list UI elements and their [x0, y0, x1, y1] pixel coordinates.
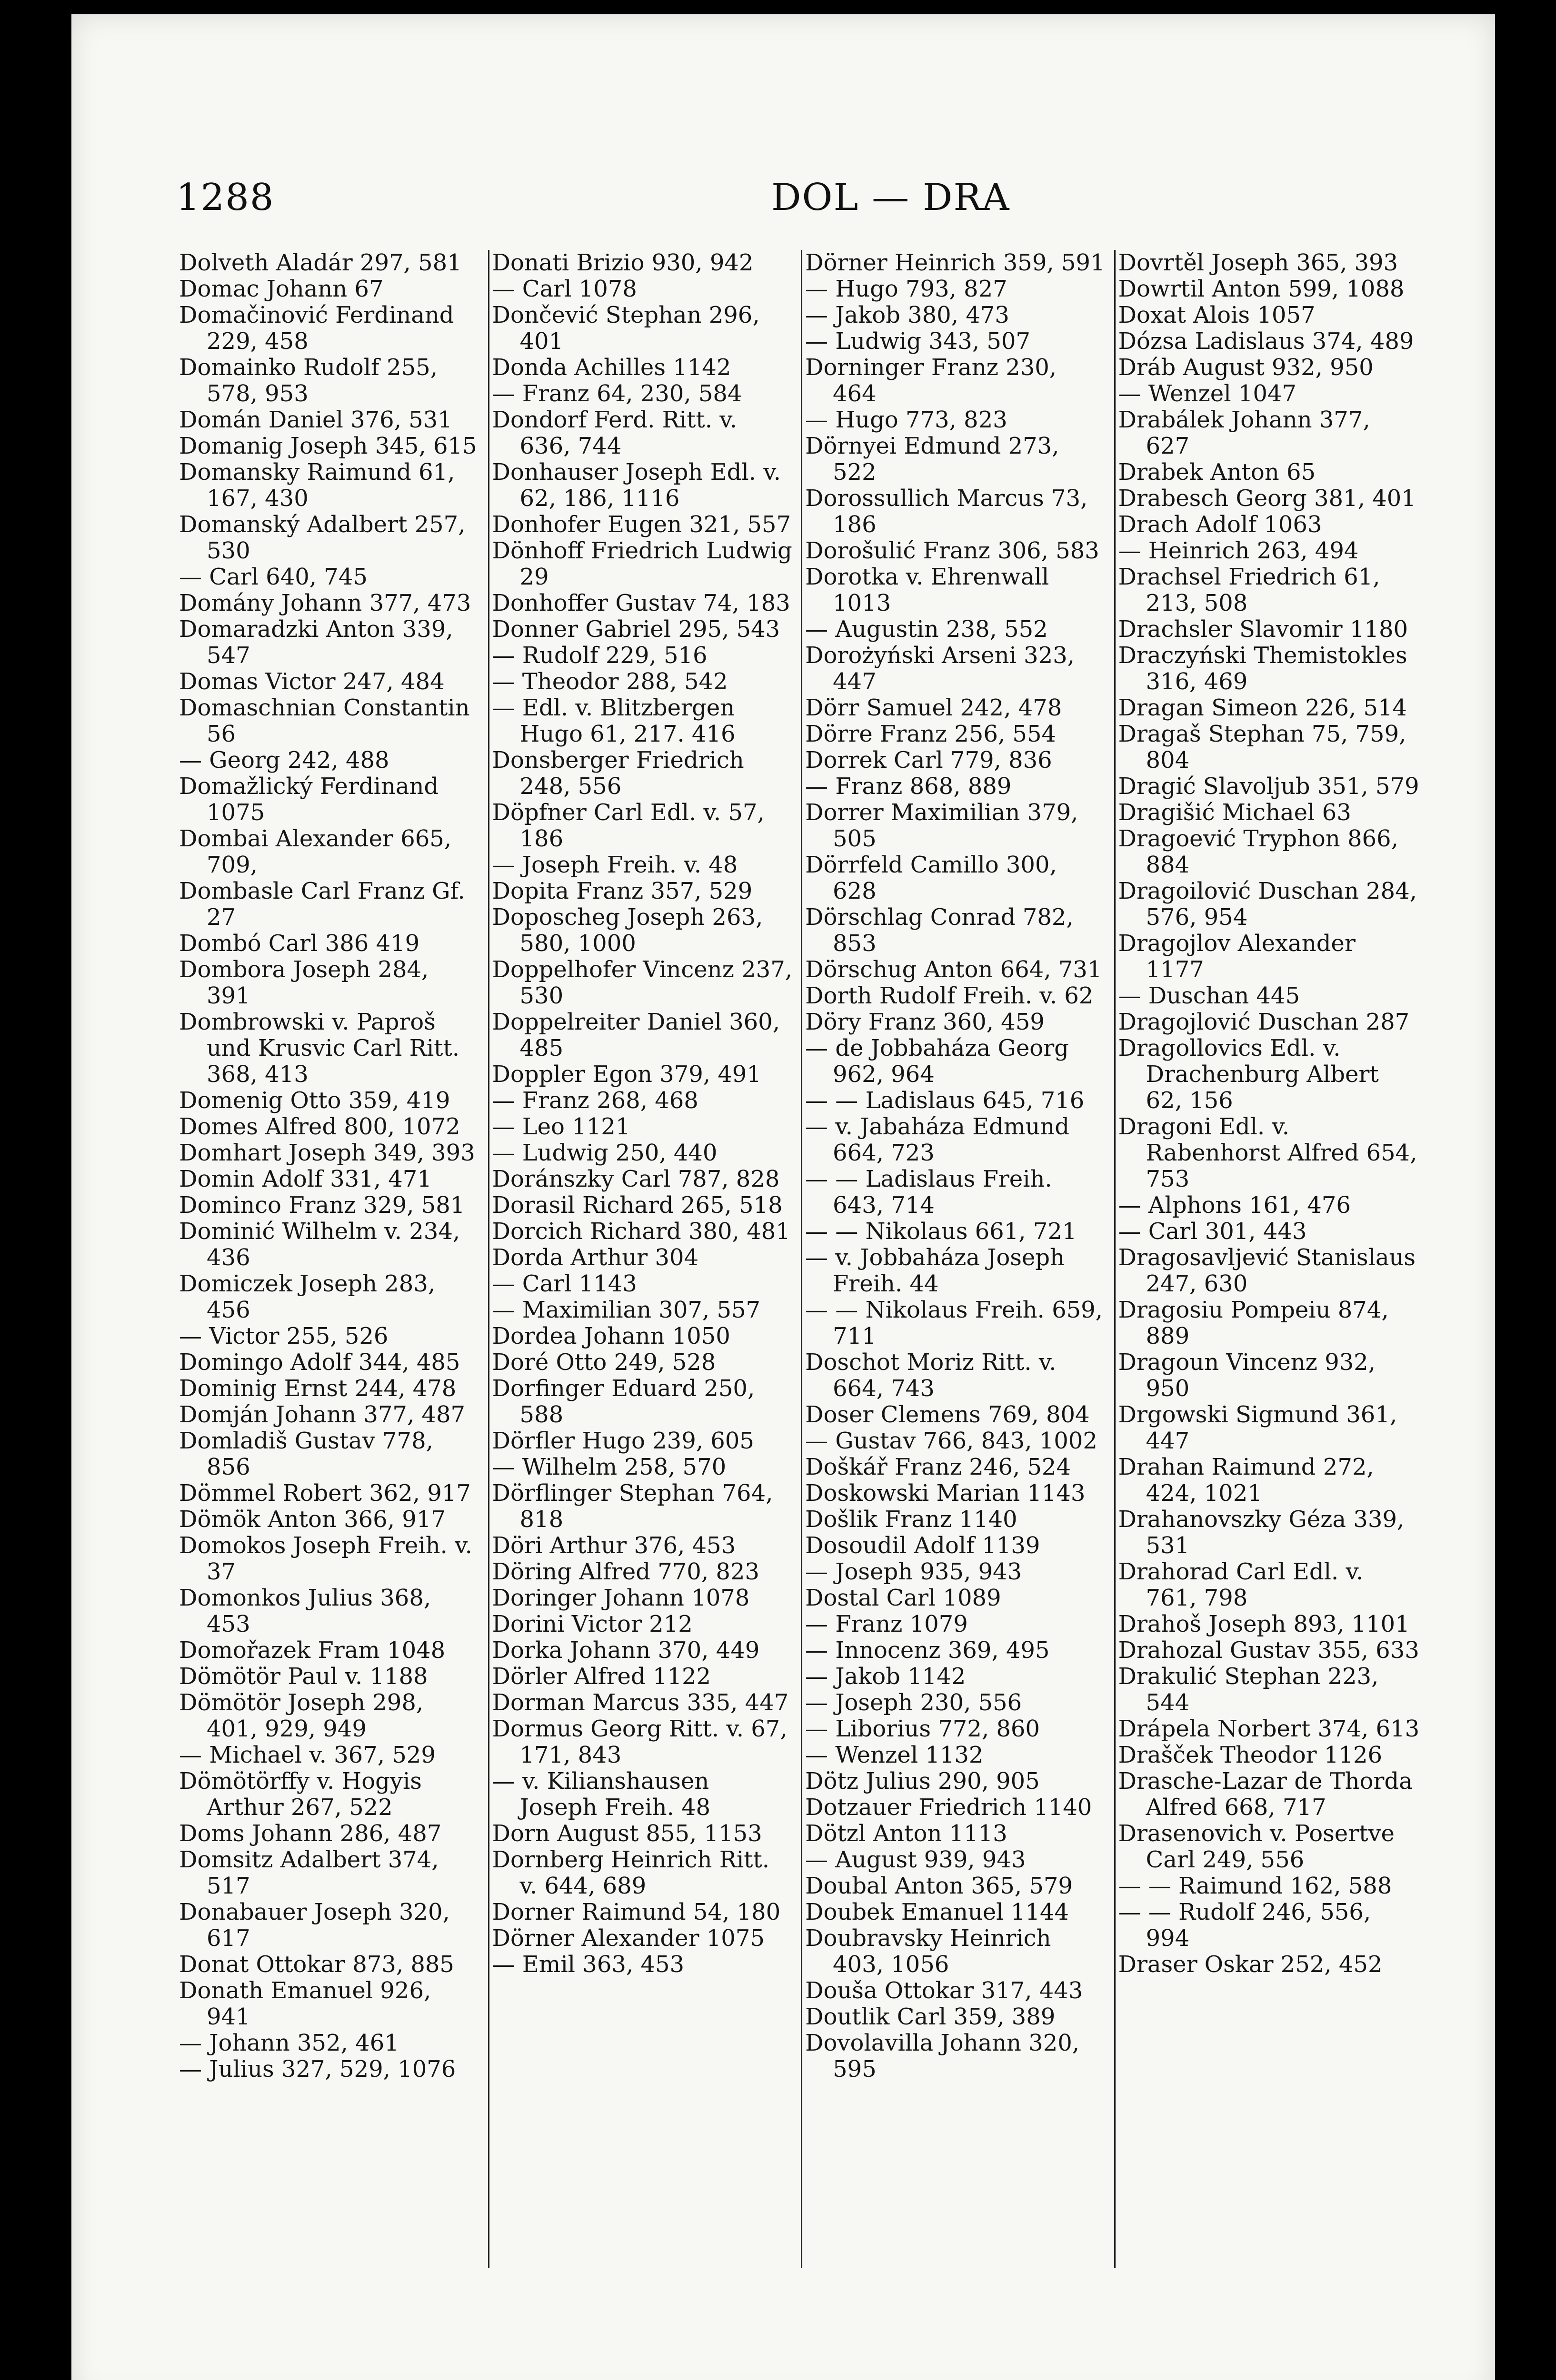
- index-entry: Dorda Arthur 304: [492, 1244, 698, 1271]
- index-entry: — Carl 301, 443: [1118, 1218, 1307, 1245]
- index-entry: — v. Kilianshausen Joseph Freih. 48: [492, 1768, 711, 1821]
- index-entry: — Joseph Freih. v. 48: [492, 852, 738, 878]
- index-entry: Domansky Raimund 61, 167, 430: [179, 459, 455, 512]
- index-entry: Došlik Franz 1140: [805, 1506, 1017, 1533]
- index-entry: — Theodor 288, 542: [492, 668, 728, 695]
- index-entry: Drašček Theodor 1126: [1118, 1742, 1383, 1768]
- index-entry: Dömötörffy v. Hogyis Arthur 267, 522: [179, 1768, 422, 1821]
- page-header: [176, 176, 1414, 233]
- index-entry: Dönhoff Friedrich Ludwig 29: [492, 537, 792, 590]
- index-entry: Dorner Raimund 54, 180: [492, 1899, 781, 1925]
- index-entry: — Wenzel 1132: [805, 1742, 984, 1768]
- index-entry: — Emil 363, 453: [492, 1951, 685, 1978]
- index-entry: Doubek Emanuel 1144: [805, 1899, 1069, 1925]
- index-entry: Doppler Egon 379, 491: [492, 1061, 761, 1088]
- index-entry: Drabálek Johann 377, 627: [1118, 407, 1370, 459]
- index-entry: Dörr Samuel 242, 478: [805, 694, 1062, 721]
- index-entry: — Augustin 238, 552: [805, 616, 1048, 643]
- index-entry: Dotzauer Friedrich 1140: [805, 1794, 1092, 1821]
- index-entry: — Ludwig 343, 507: [805, 328, 1030, 355]
- index-entry: — — Nikolaus 661, 721: [805, 1218, 1077, 1245]
- index-entry: Drachsler Slavomir 1180: [1118, 616, 1408, 643]
- index-entry: Dorman Marcus 335, 447: [492, 1689, 789, 1716]
- index-entry: Dömök Anton 366, 917: [179, 1506, 446, 1533]
- index-entry: Doré Otto 249, 528: [492, 1349, 716, 1376]
- index-entry: — Franz 868, 889: [805, 773, 1012, 800]
- index-entry: Drahorad Carl Edl. v. 761, 798: [1118, 1558, 1364, 1611]
- index-entry: Dragoun Vincenz 932, 950: [1118, 1349, 1376, 1402]
- index-entry: — Carl 640, 745: [179, 564, 368, 590]
- index-entry: Doskowski Marian 1143: [805, 1480, 1086, 1507]
- index-entry: Dörfler Hugo 239, 605: [492, 1428, 754, 1454]
- index-entry: Dorcich Richard 380, 481: [492, 1218, 790, 1245]
- index-entry: Donhofer Eugen 321, 557: [492, 511, 791, 538]
- index-entry: — Edl. v. Blitzbergen Hugo 61, 217. 416: [492, 694, 736, 747]
- index-entry: Dorini Victor 212: [492, 1611, 693, 1637]
- index-entry: Dombasle Carl Franz Gf. 27: [179, 878, 465, 931]
- index-entry: Domsitz Adalbert 374, 517: [179, 1846, 439, 1899]
- index-entry: Dráb August 932, 950: [1118, 354, 1374, 381]
- index-entry: — Joseph 230, 556: [805, 1689, 1022, 1716]
- page-sheet: [71, 14, 1495, 2380]
- index-entry: Dorotka v. Ehrenwall 1013: [805, 564, 1049, 616]
- index-entry: Domas Victor 247, 484: [179, 668, 445, 695]
- index-entry: Dovrtěl Joseph 365, 393: [1118, 250, 1398, 276]
- index-entry: Dörschug Anton 664, 731: [805, 956, 1102, 983]
- index-entry: Doms Johann 286, 487: [179, 1820, 442, 1847]
- index-columns: [176, 250, 1428, 2268]
- index-entry: Dragišić Michael 63: [1118, 799, 1351, 826]
- running-title: DOL — DRA: [771, 176, 1010, 219]
- index-entry: Dorossullich Marcus 73, 186: [805, 485, 1088, 538]
- index-entry: Domonkos Julius 368, 453: [179, 1585, 431, 1637]
- index-entry: Dörner Alexander 1075: [492, 1925, 765, 1952]
- index-entry: Döring Alfred 770, 823: [492, 1558, 759, 1585]
- index-entry: Dorfinger Eduard 250, 588: [492, 1375, 755, 1428]
- index-entry: — Wenzel 1047: [1118, 380, 1297, 407]
- index-entry: Drabek Anton 65: [1118, 459, 1316, 486]
- index-entry: — Innocenz 369, 495: [805, 1637, 1050, 1664]
- index-entry: Dondorf Ferd. Ritt. v. 636, 744: [492, 407, 737, 459]
- index-entry: Döry Franz 360, 459: [805, 1009, 1045, 1035]
- index-entry: Doppelreiter Daniel 360, 485: [492, 1009, 780, 1061]
- index-entry: Dragić Slavoljub 351, 579: [1118, 773, 1419, 800]
- index-entry: Dorożyński Arseni 323, 447: [805, 642, 1075, 695]
- index-entry: Dominić Wilhelm v. 234, 436: [179, 1218, 460, 1271]
- index-entry: Domhart Joseph 349, 393: [179, 1140, 475, 1166]
- index-entry: Domján Johann 377, 487: [179, 1401, 466, 1428]
- index-entry: Domokos Joseph Freih. v. 37: [179, 1532, 472, 1585]
- index-entry: Dörnyei Edmund 273, 522: [805, 433, 1059, 486]
- index-entry: Dötz Julius 290, 905: [805, 1768, 1040, 1795]
- index-entry: Drach Adolf 1063: [1118, 511, 1322, 538]
- index-entry: Dopita Franz 357, 529: [492, 878, 753, 904]
- index-entry: Domanig Joseph 345, 615: [179, 433, 477, 459]
- index-entry: Dömötör Joseph 298, 401, 929, 949: [179, 1689, 424, 1742]
- index-entry: — Michael v. 367, 529: [179, 1742, 436, 1768]
- index-entry: Dragollovics Edl. v. Drachenburg Albert 62, 156: [1118, 1035, 1379, 1114]
- index-entry: Donhoffer Gustav 74, 183: [492, 590, 790, 616]
- index-entry: — Wilhelm 258, 570: [492, 1454, 727, 1480]
- index-entry: Dömmel Robert 362, 917: [179, 1480, 471, 1507]
- index-entry: Dörner Heinrich 359, 591: [805, 250, 1105, 276]
- index-entry: — v. Jabaháza Edmund 664, 723: [805, 1113, 1069, 1166]
- index-entry: Donsberger Friedrich 248, 556: [492, 747, 744, 800]
- index-entry: — Franz 268, 468: [492, 1087, 698, 1114]
- index-entry: Domainko Rudolf 255, 578, 953: [179, 354, 438, 407]
- index-entry: Dorka Johann 370, 449: [492, 1637, 760, 1664]
- index-entry: Dowrtil Anton 599, 1088: [1118, 276, 1405, 302]
- index-entry: — Liborius 772, 860: [805, 1716, 1040, 1742]
- index-entry: Douša Ottokar 317, 443: [805, 1977, 1083, 2004]
- index-entry: Dončević Stephan 296, 401: [492, 302, 760, 355]
- index-entry: Dordea Johann 1050: [492, 1323, 730, 1349]
- index-entry: Drahozal Gustav 355, 633: [1118, 1637, 1419, 1664]
- index-entry: Dominco Franz 329, 581: [179, 1192, 465, 1219]
- index-column-3: [802, 250, 1116, 2268]
- index-entry: Dombrowski v. Paproš und Krusvic Carl Ritt. 368, 413: [179, 1009, 459, 1088]
- index-entry: Draczyński Themistokles 316, 469: [1118, 642, 1407, 695]
- index-entry: Doppelhofer Vincenz 237, 530: [492, 956, 792, 1009]
- index-entry: Doser Clemens 769, 804: [805, 1401, 1090, 1428]
- index-entry: Dragojlović Duschan 287: [1118, 1009, 1410, 1035]
- index-entry: Donath Emanuel 926, 941: [179, 1977, 431, 2030]
- index-entry: Dörflinger Stephan 764, 818: [492, 1480, 773, 1533]
- index-entry: Dombora Joseph 284, 391: [179, 956, 429, 1009]
- index-entry: Doškář Franz 246, 524: [805, 1454, 1071, 1480]
- index-entry: — Joseph 935, 943: [805, 1558, 1022, 1585]
- index-entry: Domažlický Ferdinand 1075: [179, 773, 439, 826]
- index-entry: — Franz 64, 230, 584: [492, 380, 742, 407]
- index-entry: Dörrfeld Camillo 300, 628: [805, 852, 1057, 904]
- index-entry: Dragosavljević Stanislaus 247, 630: [1118, 1244, 1416, 1297]
- index-entry: — Johann 352, 461: [179, 2030, 399, 2056]
- index-entry: — Hugo 793, 827: [805, 276, 1007, 302]
- index-entry: — Maximilian 307, 557: [492, 1297, 761, 1323]
- index-entry: Dombai Alexander 665, 709,: [179, 825, 452, 878]
- index-entry: — — Rudolf 246, 556, 994: [1118, 1899, 1371, 1952]
- index-column-4: [1116, 250, 1428, 2268]
- index-entry: Drápela Norbert 374, 613: [1118, 1716, 1420, 1742]
- index-entry: Dormus Georg Ritt. v. 67, 171, 843: [492, 1716, 788, 1768]
- index-entry: — de Jobbaháza Georg 962, 964: [805, 1035, 1069, 1088]
- index-entry: Döri Arthur 376, 453: [492, 1532, 736, 1559]
- index-entry: Donhauser Joseph Edl. v. 62, 186, 1116: [492, 459, 781, 512]
- index-entry: Domořazek Fram 1048: [179, 1637, 446, 1664]
- index-entry: — Jakob 1142: [805, 1663, 966, 1690]
- index-entry: Domes Alfred 800, 1072: [179, 1113, 460, 1140]
- index-entry: Doxat Alois 1057: [1118, 302, 1316, 328]
- index-entry: Drabesch Georg 381, 401: [1118, 485, 1416, 512]
- index-entry: — — Nikolaus Freih. 659, 711: [805, 1297, 1103, 1349]
- index-entry: — August 939, 943: [805, 1846, 1026, 1873]
- index-entry: Dorninger Franz 230, 464: [805, 354, 1057, 407]
- index-entry: Dolveth Aladár 297, 581: [179, 250, 462, 276]
- index-entry: Drahoš Joseph 893, 1101: [1118, 1611, 1410, 1637]
- index-entry: — v. Jobbaháza Joseph Freih. 44: [805, 1244, 1065, 1297]
- index-entry: Donati Brizio 930, 942: [492, 250, 754, 276]
- index-entry: Dorošulić Franz 306, 583: [805, 537, 1099, 564]
- index-entry: Dragosiu Pompeiu 874, 889: [1118, 1297, 1389, 1349]
- index-entry: Dornberg Heinrich Ritt. v. 644, 689: [492, 1846, 770, 1899]
- index-entry: Dörler Alfred 1122: [492, 1663, 711, 1690]
- index-entry: Dragojlov Alexander 1177: [1118, 930, 1356, 983]
- index-entry: — Julius 327, 529, 1076: [179, 2056, 456, 2082]
- index-entry: Domaschnian Constantin 56: [179, 694, 470, 747]
- index-entry: Drachsel Friedrich 61, 213, 508: [1118, 564, 1380, 616]
- index-entry: Dózsa Ladislaus 374, 489: [1118, 328, 1414, 355]
- index-column-2: [489, 250, 803, 2268]
- index-entry: Döpfner Carl Edl. v. 57, 186: [492, 799, 765, 852]
- index-entry: — Alphons 161, 476: [1118, 1192, 1351, 1219]
- index-entry: Dominig Ernst 244, 478: [179, 1375, 457, 1402]
- index-entry: — Heinrich 263, 494: [1118, 537, 1359, 564]
- index-entry: Dorth Rudolf Freih. v. 62: [805, 982, 1094, 1009]
- index-entry: — Jakob 380, 473: [805, 302, 1009, 328]
- index-entry: Dragoević Tryphon 866, 884: [1118, 825, 1398, 878]
- index-entry: — Victor 255, 526: [179, 1323, 389, 1349]
- index-entry: — Carl 1078: [492, 276, 637, 302]
- index-entry: Dorrek Carl 779, 836: [805, 747, 1052, 774]
- index-entry: Donabauer Joseph 320, 617: [179, 1899, 450, 1952]
- index-entry: Doposcheg Joseph 263, 580, 1000: [492, 904, 763, 957]
- index-entry: Domiczek Joseph 283, 456: [179, 1270, 436, 1323]
- index-entry: Doutlik Carl 359, 389: [805, 2003, 1056, 2030]
- index-entry: Doubal Anton 365, 579: [805, 1873, 1073, 1899]
- index-column-1: [176, 250, 489, 2268]
- index-entry: — — Ladislaus Freih. 643, 714: [805, 1166, 1052, 1219]
- index-entry: Dragoni Edl. v. Rabenhorst Alfred 654, 753: [1118, 1113, 1417, 1192]
- index-entry: Dötzl Anton 1113: [805, 1820, 1007, 1847]
- index-entry: Doubravsky Heinrich 403, 1056: [805, 1925, 1051, 1978]
- index-entry: Domačinović Ferdinand 229, 458: [179, 302, 454, 355]
- index-entry: Dörre Franz 256, 554: [805, 721, 1057, 747]
- index-entry: Donner Gabriel 295, 543: [492, 616, 780, 643]
- index-entry: — Carl 1143: [492, 1270, 637, 1297]
- index-entry: Domaradzki Anton 339, 547: [179, 616, 453, 669]
- index-entry: Dömötör Paul v. 1188: [179, 1663, 428, 1690]
- index-entry: Domenig Otto 359, 419: [179, 1087, 450, 1114]
- index-entry: Domin Adolf 331, 471: [179, 1166, 432, 1192]
- index-entry: — Rudolf 229, 516: [492, 642, 708, 669]
- index-entry: Dorasil Richard 265, 518: [492, 1192, 783, 1219]
- index-entry: — Hugo 773, 823: [805, 407, 1007, 433]
- index-entry: Domány Johann 377, 473: [179, 590, 471, 616]
- index-entry: Drakulić Stephan 223, 544: [1118, 1663, 1379, 1716]
- index-entry: Domingo Adolf 344, 485: [179, 1349, 460, 1376]
- index-entry: — — Ladislaus 645, 716: [805, 1087, 1085, 1114]
- index-entry: Domanský Adalbert 257, 530: [179, 511, 466, 564]
- index-entry: Dostal Carl 1089: [805, 1585, 1001, 1611]
- index-entry: Domán Daniel 376, 531: [179, 407, 452, 433]
- index-entry: — Duschan 445: [1118, 982, 1300, 1009]
- index-entry: — Leo 1121: [492, 1113, 630, 1140]
- index-entry: — — Raimund 162, 588: [1118, 1873, 1392, 1899]
- index-entry: Doschot Moriz Ritt. v. 664, 743: [805, 1349, 1057, 1402]
- index-entry: Dragan Simeon 226, 514: [1118, 694, 1407, 721]
- index-entry: — Georg 242, 488: [179, 747, 389, 774]
- index-entry: Dorn August 855, 1153: [492, 1820, 762, 1847]
- index-entry: Doringer Johann 1078: [492, 1585, 750, 1611]
- index-entry: — Gustav 766, 843, 1002: [805, 1428, 1097, 1454]
- index-entry: Dorrer Maximilian 379, 505: [805, 799, 1078, 852]
- index-entry: Drasche-Lazar de Thorda Alfred 668, 717: [1118, 1768, 1413, 1821]
- page-number: 1288: [176, 176, 275, 219]
- index-entry: Dombó Carl 386 419: [179, 930, 420, 957]
- index-entry: — Ludwig 250, 440: [492, 1140, 718, 1166]
- index-entry: Dragaš Stephan 75, 759, 804: [1118, 721, 1406, 774]
- index-entry: Donda Achilles 1142: [492, 354, 731, 381]
- index-entry: Donat Ottokar 873, 885: [179, 1951, 454, 1978]
- index-entry: Drasenovich v. Posertve Carl 249, 556: [1118, 1820, 1395, 1873]
- index-entry: Dragoilović Duschan 284, 576, 954: [1118, 878, 1417, 931]
- index-entry: Dovolavilla Johann 320, 595: [805, 2030, 1080, 2082]
- index-entry: Drahanovszky Géza 339, 531: [1118, 1506, 1405, 1559]
- index-entry: — Franz 1079: [805, 1611, 968, 1637]
- index-entry: Domac Johann 67: [179, 276, 384, 302]
- index-entry: Drgowski Sigmund 361, 447: [1118, 1401, 1397, 1454]
- index-entry: Dörschlag Conrad 782, 853: [805, 904, 1074, 957]
- index-entry: Domladiš Gustav 778, 856: [179, 1428, 433, 1480]
- index-entry: Draser Oskar 252, 452: [1118, 1951, 1383, 1978]
- index-entry: Drahan Raimund 272, 424, 1021: [1118, 1454, 1374, 1507]
- index-entry: Doránszky Carl 787, 828: [492, 1166, 780, 1192]
- index-entry: Dosoudil Adolf 1139: [805, 1532, 1040, 1559]
